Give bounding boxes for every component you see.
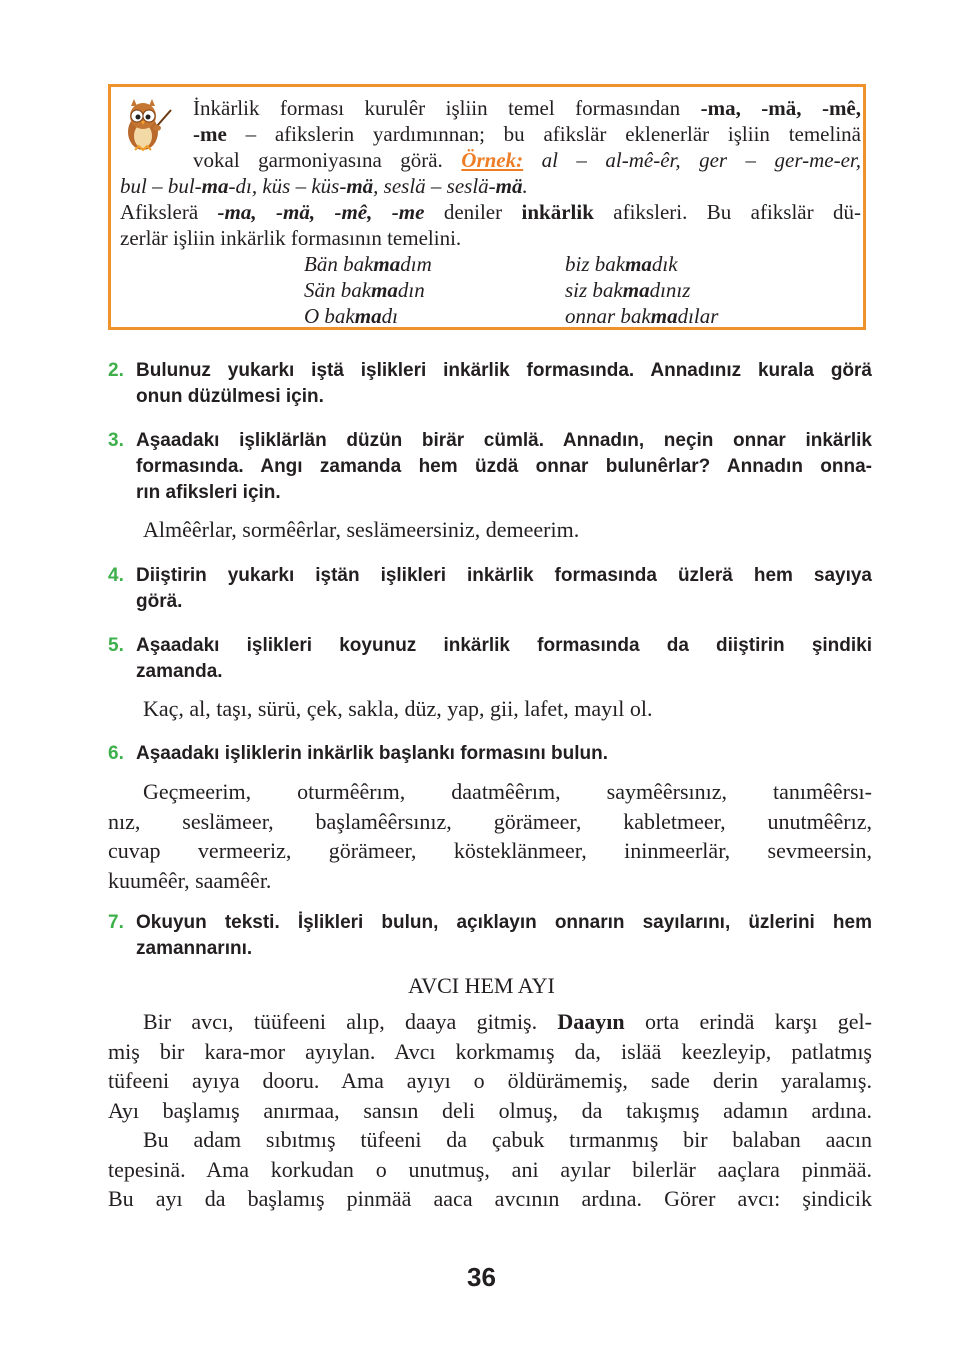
conjugation-left: Sän bakmadın: [304, 278, 425, 302]
rule-line-3: vokal garmoniyasına görä. Örnek: al – al-mê-êr, ger – ger-me-er,: [193, 148, 861, 172]
task-number: 2.: [108, 360, 124, 381]
story-title: AVCI HEM AYI: [408, 973, 555, 998]
task-number: 6.: [108, 743, 124, 764]
task-7: 7. Okuyun teksti. İşlikleri bulun, açıklayın onnarın sayılarını, üzlerini hem zamannarını.: [108, 912, 872, 959]
task-4: 4. Diiştirin yukarkı iştän işlikleri inkärlik formasında üzlerä hem sayıya görä.: [108, 565, 872, 612]
exercise-6-words: Geçmeerim, oturmêêrım, daatmêêrım, saymêêrsınız, tanımêêrsı- nız, seslämeer, başlamêêrsınız, görämeer, kabletmeer, unutmêêrız, cuvap vermeeriz, görämeer, kösteklänmeer, ininmeerlär, sevmeersin, kuumêêr, saamêêr.: [108, 779, 872, 893]
conjugation-right: siz bakmadınız: [565, 278, 691, 302]
rule-line-5: Afikslerä -ma, -mä, -mê, -me deniler inkärlik afiksleri. Bu afikslär dü-: [120, 200, 861, 224]
task-number: 7.: [108, 912, 124, 933]
task-2: 2. Bulunuz yukarkı iştä işlikleri inkärlik formasında. Annadınız kurala görä onun düzülmesi için.: [108, 360, 872, 407]
conjugation-right: biz bakmadık: [565, 252, 678, 276]
exercise-3-words: Almêêrlar, sormêêrlar, seslämeersiniz, demeerim.: [143, 517, 580, 542]
conjugation-right: onnar bakmadılar: [565, 304, 719, 328]
task-number: 5.: [108, 635, 124, 656]
task-3: 3. Aşaadakı işliklärlän düzün birär cümlä. Annadın, neçin onnar inkärlik formasında. Angı zamanda hem üzdä onnar bulunêrlar? Annadın onna- rın afiksleri için.: [108, 430, 872, 503]
conjugation-left: Bän bakmadım: [304, 252, 432, 276]
exercise-5-words: Kaç, al, taşı, sürü, çek, sakla, düz, yap, gii, lafet, mayıl ol.: [143, 696, 653, 721]
rule-line-6: zerlär işliin inkärlik formasının temelini.: [120, 226, 462, 250]
rule-line-4: bul – bul-ma-dı, küs – küs-mä, seslä – seslä-mä.: [120, 174, 528, 198]
conjugation-left: O bakmadı: [304, 304, 398, 328]
task-6: 6. Aşaadakı işliklerin inkärlik başlankı formasını bulun.: [108, 741, 872, 767]
story-text: Bir avcı, tüüfeeni alıp, daaya gitmiş. Daayın orta erindä karşı gel- miş bir kara-mor ayıylan. Avcı korkmamış da, islää keezleyip, patlatmış tüfeeni ayıya dooru. Ama ayıyı o öldürämemiş, sade derin yaralamış. Ayı başlamış anırmaa, sansın deli olmuş, da takışmış adamın ardına. Bu adam sıbıtmış tüfeeni da çabuk tırmanmış bir balaban aacın tepesinä. Ama korkudan o unutmuş, ani ayılar bilerlär aaçlara pinmää. Bu ayı da başlamış pinmää aaca avcının ardına. Görer avcı: şindicik: [108, 1009, 872, 1211]
owl-icon: [115, 96, 175, 156]
task-number: 3.: [108, 430, 124, 451]
example-label: Örnek:: [461, 148, 524, 172]
task-number: 4.: [108, 565, 124, 586]
rule-line-1: İnkärlik forması kurulêr işliin temel formasından -ma, -mä, -mê,: [193, 96, 862, 120]
rule-line-2: -me – afikslerin yardımınnan; bu afikslär eklenerlär işliin temelinä: [193, 122, 861, 146]
page-number: 36: [467, 1262, 496, 1292]
task-5: 5. Aşaadakı işlikleri koyunuz inkärlik formasında da diiştirin şindiki zamanda.: [108, 635, 872, 682]
